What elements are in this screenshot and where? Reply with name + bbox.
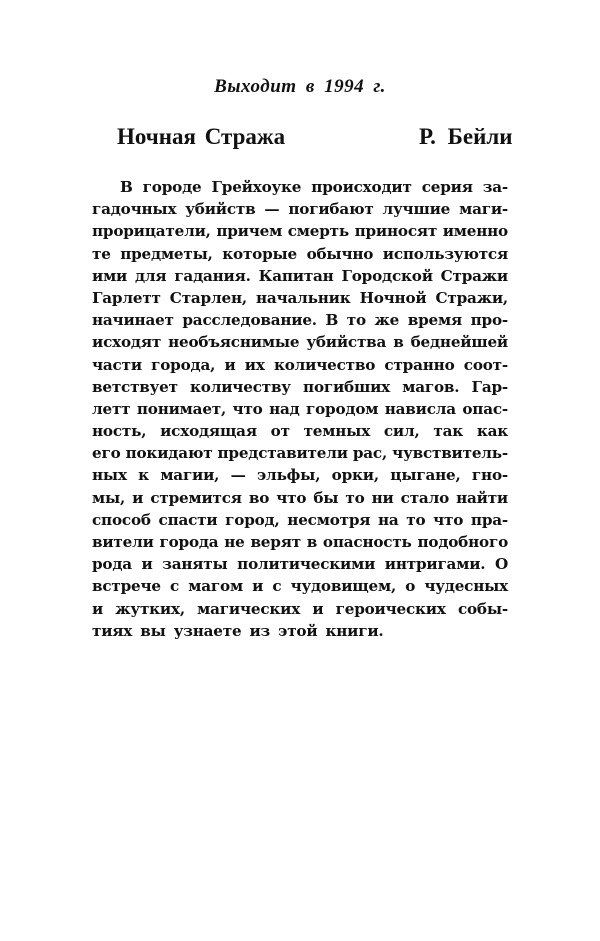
description-line: ими для гадания. Капитан Городской Стражи [92,266,508,285]
description-line: исходят необъяснимые убийства в беднейшей [92,333,508,352]
description-line: ность, исходящая от темных сил, так как [92,422,508,441]
description-line: летт понимает, что над городом нависла опас- [92,399,508,418]
description-line: способ спасти город, несмотря на то что пра- [92,510,508,529]
book-description [92,176,508,642]
description-line: части города, и их количество странно соот- [92,355,508,374]
description-line: Гарлетт Старлен, начальник Ночной Стражи, [92,288,508,307]
description-line: его покидают представители рас, чувствитель- [92,444,509,463]
description-line: вители города не верят в опасность подобного [92,533,508,551]
book-title: Ночная Стража [117,124,286,149]
description-line: гадочных убийств — погибают лучшие маги- [92,200,508,219]
description-line: прорицатели, причем смерть приносят именно [92,222,508,241]
description-line: В городе Грейхоуке происходит серия за- [120,178,508,196]
description-line: начинает расследование. В то же время про- [92,311,508,330]
description-line: ных к магии, — эльфы, орки, цыгане, гно- [92,466,508,485]
description-line: рода и заняты политическими интригами. О [92,555,508,574]
description-line: встрече с магом и с чудовищем, о чудесных [92,577,508,596]
description-line: ветствует количеству погибших магов. Гар- [92,377,508,396]
description-line: те предметы, которые обычно используются [92,244,508,263]
description-line: мы, и стремится во что бы то ни стало найти [92,488,508,507]
book-author: Р. Бейли [419,124,513,149]
description-line: тиях вы узнаете из этой книги. [92,621,384,640]
publication-announcement: Выходит в 1994 г. [214,76,386,97]
description-line: и жутких, магических и героических собы- [92,599,508,618]
